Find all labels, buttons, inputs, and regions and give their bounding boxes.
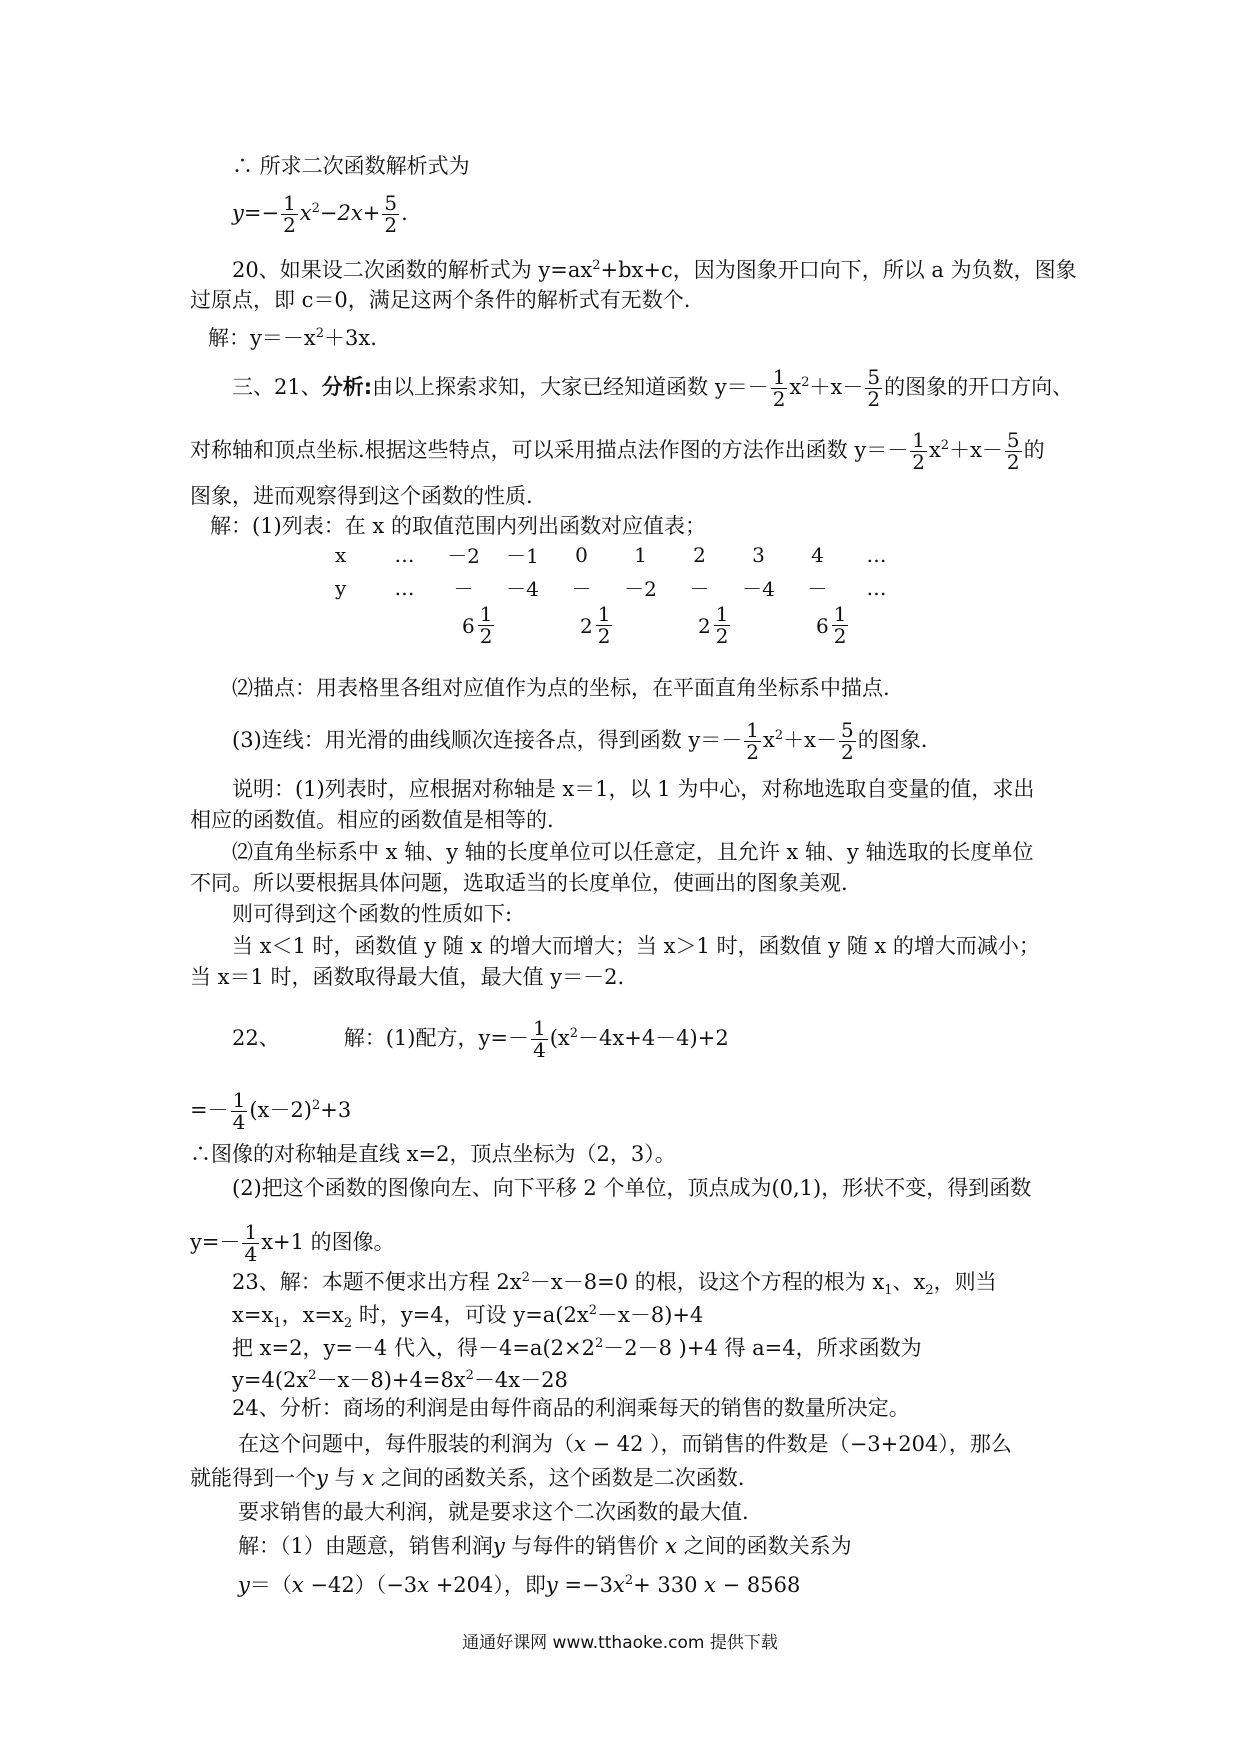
fraction xyxy=(478,604,495,647)
superscript: 2 xyxy=(308,1368,317,1383)
superscript: 2 xyxy=(569,1026,579,1041)
text: x xyxy=(291,1573,304,1597)
q21-step1: 解：(1)列表：在 x 的取值范围内列出函数对应值表； xyxy=(210,514,706,538)
property-line1: 当 x＜1 时，函数值 y 随 x 的增大而增大；当 x＞1 时，函数值 y 随 x 的增大而减小； xyxy=(232,934,1040,958)
q22-line1 xyxy=(232,1018,729,1061)
text: 在这个问题中，每件服装的利润为（ xyxy=(238,1432,574,1456)
text: y=− xyxy=(232,201,280,225)
q20-solution xyxy=(208,320,377,352)
text: 、x xyxy=(892,1270,926,1294)
numerator: 1 xyxy=(833,602,847,626)
text: x xyxy=(299,201,312,225)
table-cell: … xyxy=(866,575,887,600)
text: －2－8 )+4 得 a=4，所求函数为 xyxy=(603,1336,922,1360)
denominator: 4 xyxy=(244,1242,258,1266)
numerator: 1 xyxy=(479,602,493,626)
table-cell: 1 xyxy=(634,542,647,567)
text: 20、如果设二次函数的解析式为 y=ax xyxy=(232,258,593,282)
text: +204），即 xyxy=(429,1573,546,1597)
fraction xyxy=(382,193,399,236)
fraction xyxy=(242,1222,259,1265)
text: －x－8=0 的根，设这个方程的根为 x xyxy=(529,1270,885,1294)
text: 与每件的销售价 xyxy=(504,1534,666,1558)
text: －x－8)+4 xyxy=(597,1303,704,1327)
text: (x－2) xyxy=(249,1098,312,1122)
q22-result xyxy=(190,1222,395,1265)
numerator: 1 xyxy=(232,1088,246,1112)
superscript: 2 xyxy=(315,326,324,341)
fraction xyxy=(744,720,761,763)
table-cell: y xyxy=(335,575,347,600)
text: x xyxy=(789,375,802,399)
whole: 6 xyxy=(462,613,475,638)
table-row-y xyxy=(335,571,906,604)
text: − 8568 xyxy=(715,1573,801,1597)
text: 之间的函数关系为 xyxy=(676,1534,852,1558)
denominator: 2 xyxy=(479,624,493,648)
mixed-number xyxy=(462,604,496,647)
numerator: 1 xyxy=(772,365,786,389)
table-cell: －4 xyxy=(506,577,539,601)
note-line4: 不同。所以要根据具体问题，选取适当的长度单位，使画出的图象美观. xyxy=(190,871,848,895)
text: 23、解：本题不便求出方程 2x xyxy=(232,1270,522,1294)
text: 把 x=2，y=－4 代入，得－4=a(2×2 xyxy=(232,1336,595,1360)
text: 就能得到一个 xyxy=(190,1466,316,1490)
subscript: 1 xyxy=(273,1316,282,1332)
numerator: 5 xyxy=(1006,428,1020,452)
text: − 42 ），而销售的件数是（ xyxy=(585,1432,850,1456)
table-cell: － xyxy=(689,577,710,601)
text: ＝（ xyxy=(249,1573,292,1597)
text: －x－8)+4=8x xyxy=(316,1368,466,1392)
denominator: 2 xyxy=(283,213,296,237)
q24-line2 xyxy=(238,1430,1012,1458)
fraction xyxy=(865,367,882,410)
text: x xyxy=(612,1573,625,1597)
numerator: 1 xyxy=(244,1220,258,1244)
q23-line3 xyxy=(232,1330,922,1362)
text: 与 xyxy=(327,1466,363,1490)
fraction xyxy=(596,604,613,647)
superscript: 2 xyxy=(774,728,784,743)
superscript: 2 xyxy=(624,1573,634,1588)
text: 解：y＝－x xyxy=(208,326,316,350)
q24-line3 xyxy=(190,1464,744,1492)
q21-step3 xyxy=(232,720,927,763)
q24-line5 xyxy=(238,1532,852,1560)
table-cell: －2 xyxy=(447,544,480,568)
text: x xyxy=(665,1534,677,1558)
bold-label: 分析: xyxy=(321,375,373,399)
text: . xyxy=(401,201,408,225)
fraction xyxy=(1005,430,1022,473)
denominator: 2 xyxy=(384,213,398,237)
value-table xyxy=(335,538,906,604)
text: ＋x－ xyxy=(809,375,864,399)
superscript: 2 xyxy=(940,438,950,453)
subscript: 2 xyxy=(343,1316,353,1332)
superscript: 2 xyxy=(521,1270,530,1285)
q21-step2: ⑵描点：用表格里各组对应值作为点的坐标，在平面直角坐标系中描点. xyxy=(232,676,890,700)
note-line1: 说明：(1)列表时，应根据对称轴是 x＝1，以 1 为中心，对称地选取自变量的值，求出 xyxy=(232,777,1035,801)
text: 之间的函数关系，这个函数是二次函数. xyxy=(374,1466,745,1490)
table-cell: － xyxy=(453,577,474,601)
text: −2x+ xyxy=(319,201,381,225)
denominator: 2 xyxy=(715,624,729,648)
q24-analysis: 24、分析：商场的利润是由每件商品的利润乘每天的销售的数量所决定。 xyxy=(232,1396,910,1420)
text: + 330 xyxy=(633,1573,705,1597)
denominator: 2 xyxy=(867,387,881,411)
mixed-number xyxy=(580,604,614,647)
table-cell: … xyxy=(866,542,887,567)
q20-line2: 过原点，即 c＝0，满足这两个条件的解析式有无数个. xyxy=(190,288,691,312)
fraction xyxy=(281,193,298,236)
text: 对称轴和顶点坐标.根据这些特点，可以采用描点法作图的方法作出函数 y＝－ xyxy=(190,438,909,462)
fraction xyxy=(714,604,731,647)
text: −3 xyxy=(849,1432,881,1456)
text: x+1 的图像。 xyxy=(261,1230,395,1254)
text: ＋3x. xyxy=(324,326,377,350)
q22-line2 xyxy=(190,1090,351,1133)
denominator: 2 xyxy=(1006,450,1020,474)
table-cell: 4 xyxy=(811,542,824,567)
numerator: 1 xyxy=(746,718,760,742)
fraction xyxy=(910,430,927,473)
text: x xyxy=(928,438,941,462)
text: ＋x－ xyxy=(783,728,837,752)
text: y xyxy=(492,1534,505,1558)
denominator: 2 xyxy=(746,740,760,764)
numerator: 1 xyxy=(283,191,296,215)
table-cell: －2 xyxy=(624,577,657,601)
superscript: 2 xyxy=(311,201,320,216)
text: －4x－28 xyxy=(473,1368,568,1392)
q24-line4: 要求销售的最大利润，就是要求这个二次函数的最大值. xyxy=(238,1500,749,1524)
text: +204），那么 xyxy=(880,1432,1012,1456)
denominator: 2 xyxy=(772,387,786,411)
numerator: 1 xyxy=(912,428,925,452)
q21-analysis-line2 xyxy=(190,430,1045,473)
table-cell: －1 xyxy=(506,544,539,568)
denominator: 4 xyxy=(232,1110,246,1134)
page-footer: 通通好课网 www.tthaoke.com 提供下载 xyxy=(462,1633,778,1653)
text: −42）（−3 xyxy=(303,1573,418,1597)
superscript: 2 xyxy=(801,375,810,390)
text: (3)连线：用光滑的曲线顺次连接各点，得到函数 y＝－ xyxy=(232,728,743,752)
text: y xyxy=(545,1573,558,1597)
mixed-number xyxy=(698,604,732,647)
formula-result xyxy=(232,193,408,236)
note-line3: ⑵直角坐标系中 x 轴、y 轴的长度单位可以任意定，且允许 x 轴、y 轴选取的长度单位 xyxy=(232,840,1034,864)
table-cell: － xyxy=(807,577,828,601)
text: (x xyxy=(549,1026,570,1050)
denominator: 2 xyxy=(597,624,611,648)
table-cell: －4 xyxy=(742,577,775,601)
text: y xyxy=(316,1466,328,1490)
text: x=x xyxy=(232,1303,274,1327)
numerator: 5 xyxy=(841,718,854,742)
numerator: 1 xyxy=(597,602,611,626)
q22-axis: ∴图像的对称轴是直线 x=2，顶点坐标为（2，3）。 xyxy=(190,1142,676,1166)
text: y=－ xyxy=(190,1230,241,1254)
subscript: 2 xyxy=(925,1283,934,1299)
table-cell: 0 xyxy=(575,542,588,567)
superscript: 2 xyxy=(465,1368,474,1383)
table-cell: … xyxy=(394,575,415,600)
subscript: 1 xyxy=(884,1283,893,1299)
whole: 6 xyxy=(816,613,829,638)
text: 解：(1)配方，y=－ xyxy=(343,1026,529,1050)
text: +bx+c，因为图象开口向下，所以 a 为负数，图象 xyxy=(600,258,1077,282)
text: x xyxy=(763,728,775,752)
denominator: 2 xyxy=(833,624,847,648)
q20-line1 xyxy=(232,252,1077,284)
text: x xyxy=(362,1466,375,1490)
note-line2: 相应的函数值。相应的函数值是相等的. xyxy=(190,808,554,832)
text: x xyxy=(704,1573,716,1597)
table-cell: 3 xyxy=(752,542,765,567)
numerator: 1 xyxy=(532,1016,546,1040)
denominator: 4 xyxy=(532,1038,546,1062)
text: 由以上探索求知，大家已经知道函数 y＝－ xyxy=(372,375,769,399)
text: =−3 xyxy=(557,1573,613,1597)
q21-analysis-line3: 图象，进而观察得到这个函数的性质. xyxy=(190,484,533,508)
text: +3 xyxy=(320,1098,352,1122)
q22-part2: (2)把这个函数的图像向左、向下平移 2 个单位，顶点成为(0,1)，形状不变，得到函数 xyxy=(232,1176,1032,1200)
denominator: 2 xyxy=(841,740,854,764)
text: ，x=x xyxy=(281,1303,344,1327)
fraction xyxy=(832,604,849,647)
text: 的图象. xyxy=(857,728,928,752)
whole: 2 xyxy=(698,613,711,638)
q23-line4 xyxy=(232,1362,568,1394)
table-row-x xyxy=(335,538,906,571)
text: 的图象的开口方向、 xyxy=(884,375,1074,399)
text: 时，y=4，可设 y=a(2x xyxy=(352,1303,589,1327)
whole: 2 xyxy=(580,613,593,638)
fraction xyxy=(231,1090,248,1133)
text: 解：（1）由题意，销售利润 xyxy=(238,1534,493,1558)
superscript: 2 xyxy=(592,258,601,273)
line-conclusion: ∴ 所求二次函数解析式为 xyxy=(232,154,470,178)
q21-analysis-line1 xyxy=(232,367,1073,410)
table-cell: 2 xyxy=(693,542,706,567)
superscript: 2 xyxy=(588,1303,597,1318)
denominator: 2 xyxy=(912,450,925,474)
table-cell: x xyxy=(335,542,347,567)
table-cell: … xyxy=(394,542,415,567)
mixed-number xyxy=(816,604,850,647)
text: －4x+4－4)+2 xyxy=(578,1026,729,1050)
text: 22、 xyxy=(232,1026,280,1050)
property-intro: 则可得到这个函数的性质如下: xyxy=(232,902,513,926)
numerator: 1 xyxy=(715,602,729,626)
text: ，则当 xyxy=(933,1270,997,1294)
text: =－ xyxy=(190,1098,229,1122)
text: ＋x－ xyxy=(949,438,1003,462)
fraction xyxy=(839,720,856,763)
text: 三、21、 xyxy=(232,375,322,399)
superscript: 2 xyxy=(311,1098,321,1113)
text: 的 xyxy=(1023,438,1045,462)
numerator: 5 xyxy=(867,365,881,389)
fraction xyxy=(531,1018,548,1061)
q24-line6 xyxy=(238,1567,800,1599)
table-cell: － xyxy=(571,577,592,601)
text: x xyxy=(574,1432,586,1456)
property-line2: 当 x＝1 时，函数取得最大值，最大值 y＝－2. xyxy=(190,965,625,989)
text: y=4(2x xyxy=(232,1368,309,1392)
numerator: 5 xyxy=(384,191,398,215)
text: x xyxy=(417,1573,430,1597)
fraction xyxy=(771,367,788,410)
text: y xyxy=(238,1573,250,1597)
superscript: 2 xyxy=(594,1336,604,1351)
